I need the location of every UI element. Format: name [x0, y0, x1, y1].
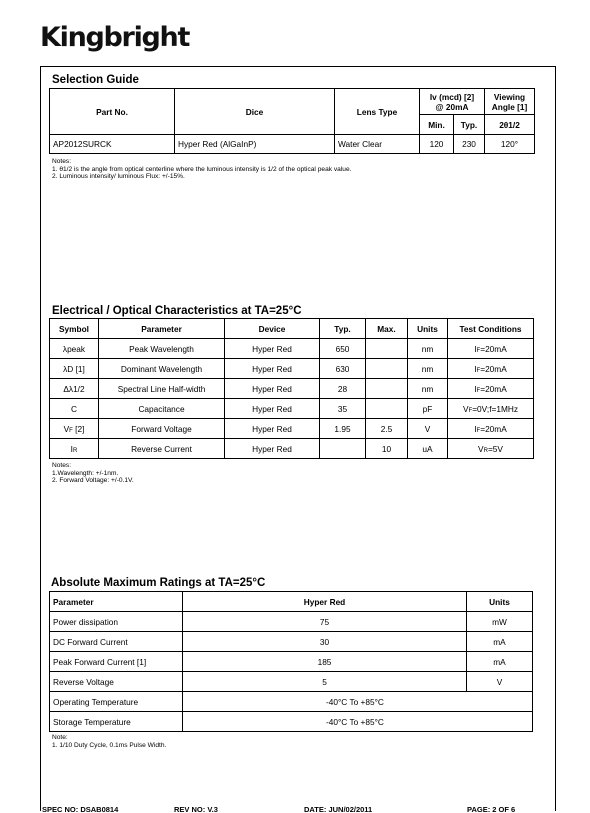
header-iv-condition: @ 20mA — [435, 101, 469, 112]
test-condition: IF=20mA — [448, 379, 534, 399]
header-viewing-angle — [485, 89, 535, 115]
header-part-no: Part No. — [50, 89, 175, 135]
table-row — [50, 712, 533, 732]
typ-value: 35 — [320, 399, 366, 419]
test-condition: VF=0V;f=1MHz — [448, 399, 534, 419]
header-max: Max. — [366, 319, 408, 339]
absolute-ratings-table — [49, 591, 533, 732]
document-date: DATE: JUN/02/2011 — [304, 805, 373, 813]
electrical-table — [49, 318, 534, 459]
parameter: Dominant Wavelength — [99, 359, 225, 379]
rating-value: 5 — [183, 672, 467, 692]
parameter: Power dissipation — [50, 612, 183, 632]
selection-guide-title: Selection Guide — [52, 74, 139, 86]
rating-value: 30 — [183, 632, 467, 652]
table-row — [50, 399, 534, 419]
table-row — [50, 672, 533, 692]
iv-typ: 230 — [454, 135, 485, 154]
header-typ: Typ. — [454, 115, 485, 135]
rating-value: 185 — [183, 652, 467, 672]
max-value — [366, 359, 408, 379]
test-condition: VR=5V — [448, 439, 534, 459]
units: nm — [408, 379, 448, 399]
rating-value: -40°C To +85°C — [183, 712, 533, 732]
header-units: Units — [467, 592, 533, 612]
header-viewing-label: Viewing — [493, 91, 526, 102]
dice-type: Hyper Red (AlGaInP) — [175, 135, 335, 154]
test-condition: IF=20mA — [448, 339, 534, 359]
table-row — [50, 692, 533, 712]
symbol: Δλ1/2 — [50, 379, 99, 399]
parameter: Peak Wavelength — [99, 339, 225, 359]
note-line: Notes: — [52, 158, 72, 165]
symbol: VF [2] — [50, 419, 99, 439]
header-hyper-red: Hyper Red — [183, 592, 467, 612]
typ-value: 28 — [320, 379, 366, 399]
parameter: Peak Forward Current [1] — [50, 652, 183, 672]
parameter: Operating Temperature — [50, 692, 183, 712]
header-iv-label: Iv (mcd) [2] — [429, 91, 475, 102]
parameter: Capacitance — [99, 399, 225, 419]
viewing-angle: 120° — [485, 135, 535, 154]
units: mA — [467, 632, 533, 652]
selection-notes — [52, 158, 351, 181]
units: mA — [467, 652, 533, 672]
units: V — [467, 672, 533, 692]
part-number: AP2012SURCK — [50, 135, 175, 154]
parameter: DC Forward Current — [50, 632, 183, 652]
table-row — [50, 359, 534, 379]
parameter: Forward Voltage — [99, 419, 225, 439]
typ-value: 650 — [320, 339, 366, 359]
note-line: 1.Wavelength: +/-1nm. — [52, 469, 119, 477]
rating-value: 75 — [183, 612, 467, 632]
units: V — [408, 419, 448, 439]
table-row — [50, 339, 534, 359]
header-test-conditions: Test Conditions — [448, 319, 534, 339]
note-line: 2. Luminous intensity/ luminous Flux: +/-15%. — [52, 173, 185, 181]
typ-value: 630 — [320, 359, 366, 379]
lens-type: Water Clear — [335, 135, 420, 154]
table-row — [50, 135, 535, 154]
header-min: Min. — [420, 115, 454, 135]
table-row — [50, 612, 533, 632]
symbol: λpeak — [50, 339, 99, 359]
max-value — [366, 379, 408, 399]
note-line: Note: — [52, 734, 68, 741]
max-value: 2.5 — [366, 419, 408, 439]
header-parameter: Parameter — [50, 592, 183, 612]
device: Hyper Red — [225, 359, 320, 379]
header-lens-type: Lens Type — [335, 89, 420, 135]
header-device: Device — [225, 319, 320, 339]
page-number: PAGE: 2 OF 6 — [467, 805, 516, 813]
device: Hyper Red — [225, 339, 320, 359]
symbol: λD [1] — [50, 359, 99, 379]
rating-value: -40°C To +85°C — [183, 692, 533, 712]
table-row — [50, 439, 534, 459]
device: Hyper Red — [225, 439, 320, 459]
header-parameter: Parameter — [99, 319, 225, 339]
parameter: Storage Temperature — [50, 712, 183, 732]
units: nm — [408, 339, 448, 359]
header-iv — [420, 89, 485, 115]
device: Hyper Red — [225, 419, 320, 439]
typ-value: 1.95 — [320, 419, 366, 439]
selection-guide-table — [49, 88, 535, 154]
spec-number: SPEC NO: DSAB0814 — [42, 805, 119, 813]
electrical-title: Electrical / Optical Characteristics at TA=25°C — [52, 305, 302, 317]
absolute-notes — [52, 734, 166, 749]
test-condition: IF=20mA — [448, 419, 534, 439]
typ-value — [320, 439, 366, 459]
absolute-ratings-title: Absolute Maximum Ratings at TA=25°C — [51, 577, 266, 589]
header-angle-label: Angle [1] — [491, 101, 528, 112]
iv-min: 120 — [420, 135, 454, 154]
max-value — [366, 339, 408, 359]
units: mW — [467, 612, 533, 632]
symbol: C — [50, 399, 99, 419]
parameter: Reverse Voltage — [50, 672, 183, 692]
parameter: Spectral Line Half-width — [99, 379, 225, 399]
units: nm — [408, 359, 448, 379]
table-row — [50, 632, 533, 652]
table-row — [50, 419, 534, 439]
header-dice: Dice — [175, 89, 335, 135]
device: Hyper Red — [225, 399, 320, 419]
parameter: Reverse Current — [99, 439, 225, 459]
note-line: 2. Forward Voltage: +/-0.1V. — [52, 477, 134, 485]
header-units: Units — [408, 319, 448, 339]
max-value — [366, 399, 408, 419]
header-symbol: Symbol — [50, 319, 99, 339]
page-footer — [42, 803, 562, 813]
note-line: 1. 1/10 Duty Cycle, 0.1ms Pulse Width. — [52, 741, 167, 749]
max-value: 10 — [366, 439, 408, 459]
header-typ: Typ. — [320, 319, 366, 339]
header-theta: 2θ1/2 — [485, 115, 535, 135]
note-line: Notes: — [52, 462, 72, 469]
table-row — [50, 652, 533, 672]
units: uA — [408, 439, 448, 459]
symbol: IR — [50, 439, 99, 459]
note-line: 1. θ1/2 is the angle from optical centerline where the luminous intensity is 1/2 of the optical peak value. — [52, 165, 352, 173]
device: Hyper Red — [225, 379, 320, 399]
revision-number: REV NO: V.3 — [174, 805, 218, 813]
electrical-notes — [52, 462, 134, 485]
brand-logo: Kingbright — [40, 22, 190, 53]
test-condition: IF=20mA — [448, 359, 534, 379]
table-row — [50, 379, 534, 399]
units: pF — [408, 399, 448, 419]
